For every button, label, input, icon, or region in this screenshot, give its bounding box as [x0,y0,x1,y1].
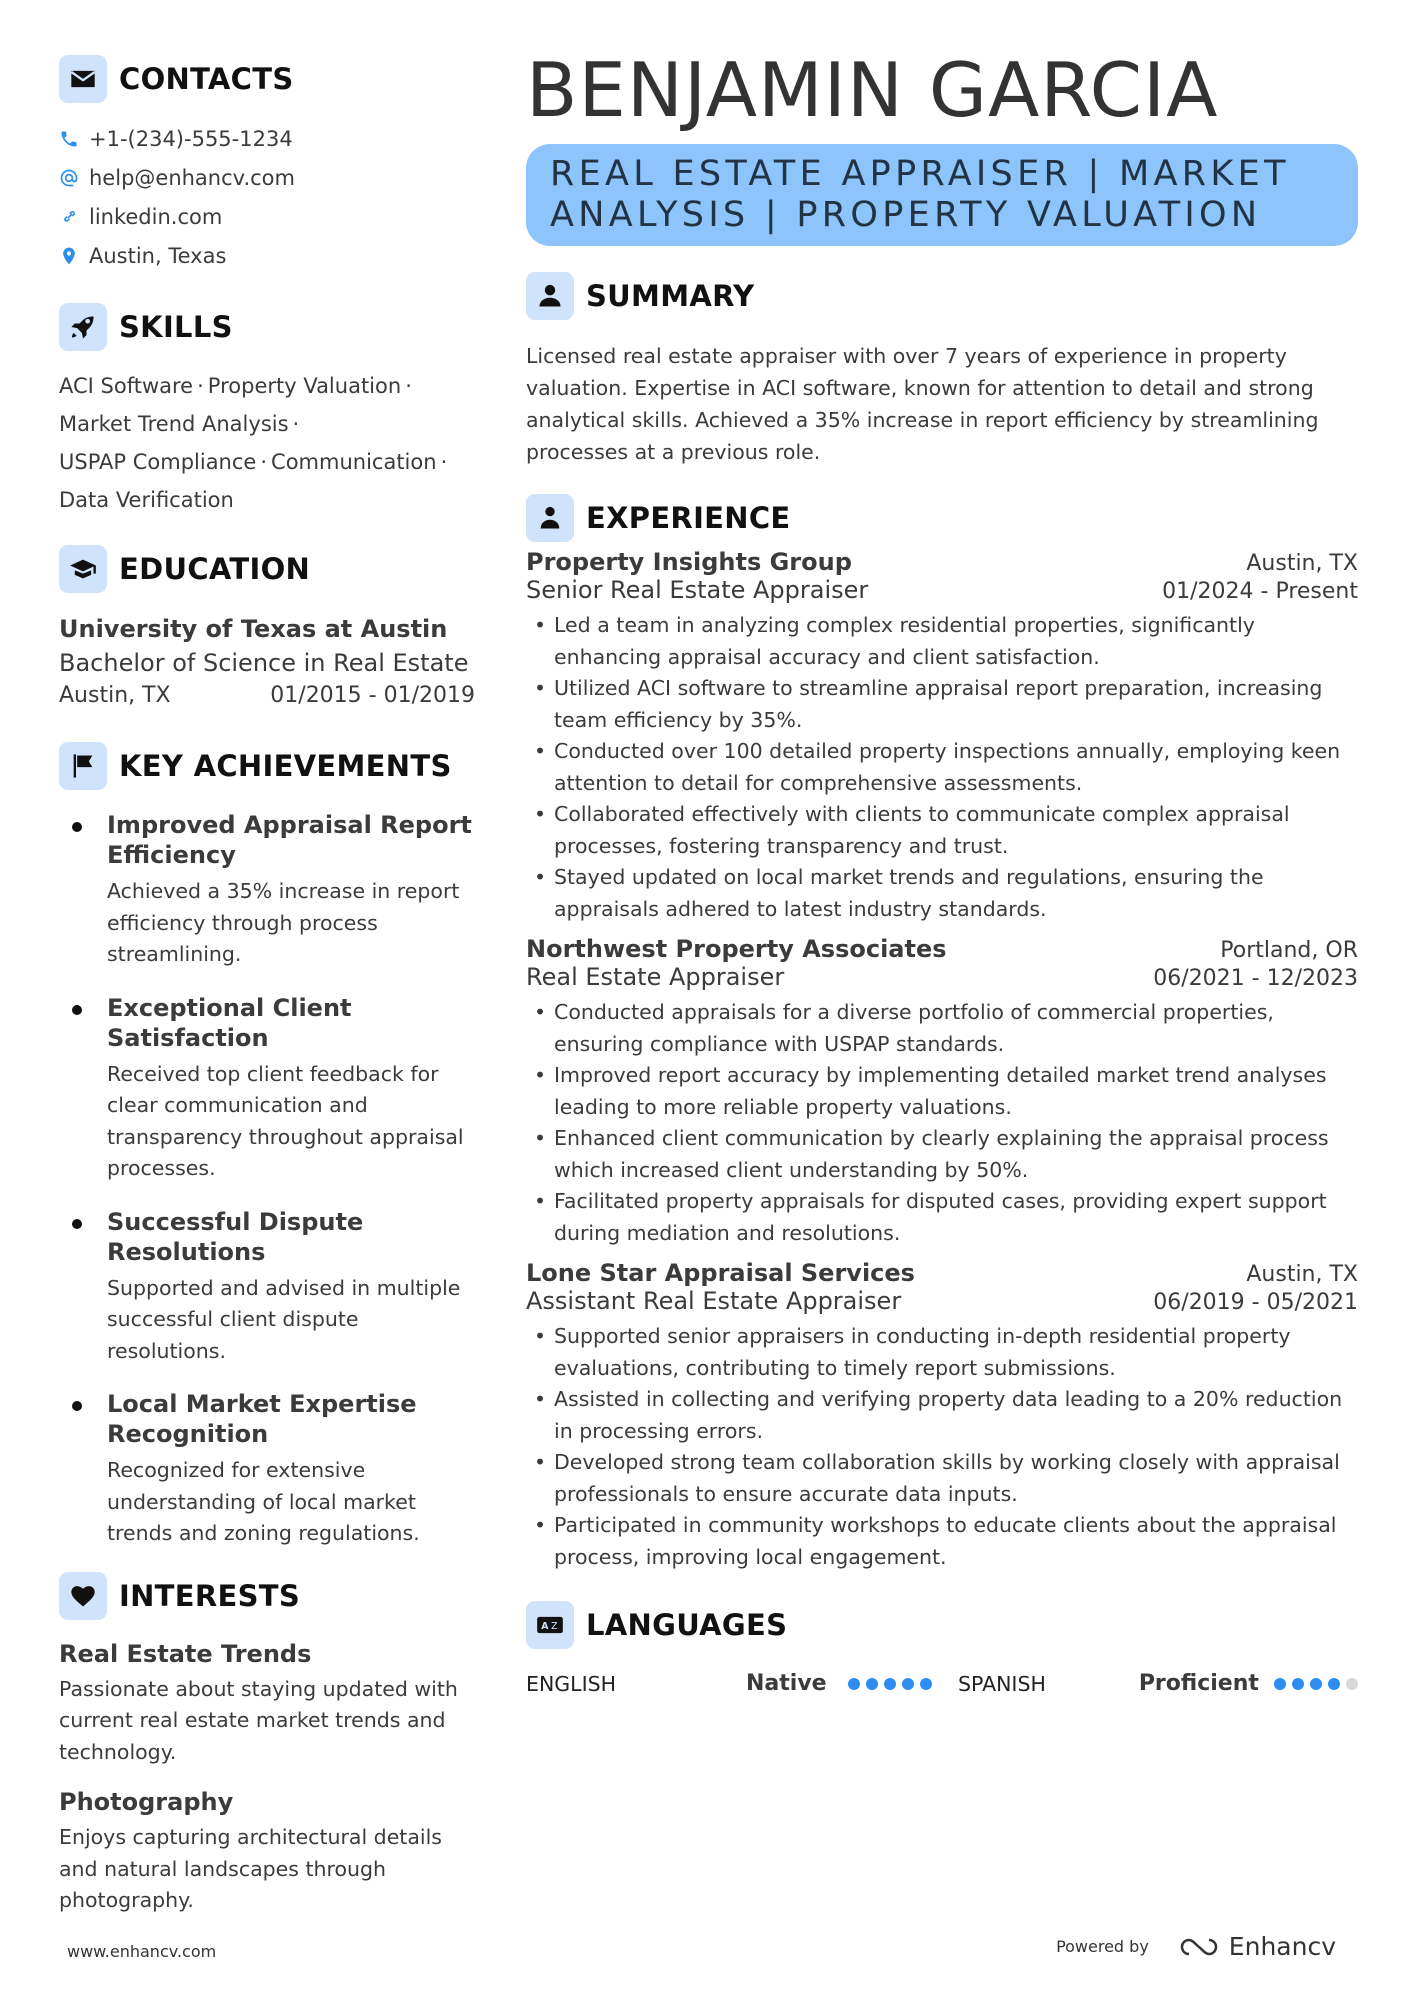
achievement-title: Successful Dispute Resolutions [107,1207,364,1266]
job-location: Austin, TX [1246,551,1358,576]
rocket-icon [59,303,107,351]
interests-title: INTERESTS [119,1578,301,1613]
rating-dot-filled [920,1678,932,1690]
education-dates: 01/2015 - 01/2019 [270,683,475,708]
left-column [59,55,475,1917]
job-bullets [526,997,1358,1249]
enhancv-logo-icon [1175,1934,1223,1960]
briefcase-user-icon [526,494,574,542]
job-company: Property Insights Group [526,548,852,576]
language-icon [526,1601,574,1649]
language-level: Proficient [1138,1671,1259,1696]
job-bullets [526,1321,1358,1573]
brand-name: Enhancv [1228,1932,1336,1961]
contact-list [59,119,475,275]
skill-item: Market Trend Analysis [59,412,289,436]
skills-list: ACI Software · Property Valuation · Market Trend Analysis · USPAP Compliance · Communication · Data Verification [59,374,448,512]
user-icon [526,272,574,320]
email-text: help@enhancv.com [89,165,295,190]
phone-icon [59,129,79,149]
rating-dot-filled [1328,1678,1340,1690]
interest-desc: Enjoys capturing architectural details and natural landscapes through photography. [59,1825,442,1912]
languages-header [526,1601,1358,1649]
job-bullet: • Participated in community workshops to educate clients about the appraisal process, improving local engagement. [526,1510,1358,1573]
job-location: Portland, OR [1220,938,1358,963]
language-rating [1274,1678,1358,1690]
flag-icon [59,742,107,790]
contact-email[interactable] [59,158,475,197]
education-section [59,545,475,708]
job-company: Lone Star Appraisal Services [526,1259,915,1287]
contact-linkedin[interactable] [59,197,475,236]
job-bullet: • Developed strong team collaboration skills by working closely with appraisal professionals to ensure accurate data inputs. [526,1447,1358,1510]
contacts-header [59,55,475,103]
language-item [958,1671,1358,1696]
summary-section [526,272,1358,468]
rating-dot-filled [1310,1678,1322,1690]
achievements-section [59,742,475,1550]
right-column [526,46,1358,1696]
job-title: Real Estate Appraiser [526,963,785,991]
contact-phone[interactable] [59,119,475,158]
job-bullet: • Improved report accuracy by implementing detailed market trend analyses leading to more reliable property valuations. [526,1060,1358,1123]
skill-item: Data Verification [59,488,234,512]
job-bullet: • Stayed updated on local market trends and regulations, ensuring the appraisals adhered to latest industry standards. [526,862,1358,925]
rating-dot-filled [902,1678,914,1690]
phone-text: +1-(234)-555-1234 [89,126,293,151]
education-meta [59,683,475,708]
language-level: Native [746,1671,827,1696]
footer-powered [1056,1932,1336,1961]
enhancv-logo[interactable] [1175,1932,1336,1961]
achievement-item [59,810,475,971]
rating-dot-filled [884,1678,896,1690]
job-bullet: • Utilized ACI software to streamline appraisal report preparation, increasing team efficiency by 35%. [526,673,1358,736]
languages-section [526,1601,1358,1696]
job-dates: 01/2024 - Present [1162,579,1358,604]
job-title: Senior Real Estate Appraiser [526,576,869,604]
job-bullet: • Conducted appraisals for a diverse portfolio of commercial properties, ensuring compliance with USPAP standards. [526,997,1358,1060]
experience-section [526,494,1358,1573]
job-bullet: • Conducted over 100 detailed property inspections annually, employing keen attention to detail for comprehensive assessments. [526,736,1358,799]
skill-item: Property Valuation [207,374,402,398]
svg-text:A: A [541,1621,549,1633]
skills-section [59,303,475,519]
link-icon [59,207,79,227]
role-banner: REAL ESTATE APPRAISER | MARKET ANALYSIS | PROPERTY VALUATION [526,144,1358,246]
interests-section [59,1572,475,1917]
contacts-section [59,55,475,275]
languages-title: LANGUAGES [586,1608,788,1642]
language-rating [848,1678,932,1690]
job-company: Northwest Property Associates [526,935,947,963]
education-degree: Bachelor of Science in Real Estate [59,649,469,677]
contacts-title: CONTACTS [119,62,294,96]
interest-item [59,1640,475,1769]
experience-title: EXPERIENCE [586,501,791,535]
envelope-icon [59,55,107,103]
job-bullet: • Facilitated property appraisals for disputed cases, providing expert support during mediation and resolutions. [526,1186,1358,1249]
language-item [526,1671,958,1696]
education-school: University of Texas at Austin [59,615,448,643]
location-pin-icon [59,246,79,266]
skills-header [59,303,475,351]
languages-list [526,1671,1358,1696]
achievement-desc: Achieved a 35% increase in report efficiency through process streamlining. [107,879,460,966]
achievement-item [59,1389,475,1550]
summary-title: SUMMARY [586,279,755,313]
interests-header [59,1572,475,1620]
interest-title: Photography [59,1788,234,1816]
achievement-title: Improved Appraisal Report Efficiency [107,811,472,869]
skill-item: Communication [271,450,437,474]
location-text: Austin, Texas [89,243,227,268]
achievement-item [59,993,475,1185]
job-entry [526,1259,1358,1573]
achievement-desc: Supported and advised in multiple successful client dispute resolutions. [107,1275,461,1363]
candidate-name: BENJAMIN GARCIA [526,46,1219,134]
achievement-item [59,1207,475,1368]
interest-desc: Passionate about staying updated with current real estate market trends and technology. [59,1676,458,1764]
job-bullet: • Led a team in analyzing complex residential properties, significantly enhancing appraisal accuracy and client satisfaction. [526,610,1358,673]
summary-header [526,272,1358,320]
at-icon [59,168,79,188]
heart-icon [59,1572,107,1620]
job-title: Assistant Real Estate Appraiser [526,1287,902,1315]
achievement-desc: Recognized for extensive understanding of local market trends and zoning regulations. [107,1458,420,1545]
contact-location [59,236,475,275]
rating-dot-filled [1274,1678,1286,1690]
achievements-title: KEY ACHIEVEMENTS [119,749,452,783]
achievement-title: Local Market Expertise Recognition [107,1390,417,1448]
education-location: Austin, TX [59,683,171,708]
job-dates: 06/2021 - 12/2023 [1153,966,1358,991]
job-location: Austin, TX [1246,1262,1358,1287]
education-title: EDUCATION [119,552,311,586]
language-name: ENGLISH [526,1671,617,1696]
skill-item: USPAP Compliance [59,450,257,474]
svg-text:Z: Z [551,1621,558,1633]
job-bullet: • Enhanced client communication by clearly explaining the appraisal process which increased client understanding by 50%. [526,1123,1358,1186]
interest-title: Real Estate Trends [59,1639,312,1668]
graduation-cap-icon [59,545,107,593]
skill-item: ACI Software [59,374,194,398]
job-bullet: • Supported senior appraisers in conducting in-depth residential property evaluations, contributing to timely report submissions. [526,1321,1358,1384]
achievement-desc: Received top client feedback for clear communication and transparency throughout appraisal processes. [107,1061,464,1180]
job-bullet: • Assisted in collecting and verifying property data leading to a 20% reduction in processing errors. [526,1384,1358,1447]
skills-title: SKILLS [119,310,233,344]
language-name: SPANISH [958,1671,1046,1696]
powered-by-label: Powered by [1056,1937,1149,1956]
education-header [59,545,475,593]
job-bullets [526,610,1358,925]
rating-dot-filled [866,1678,878,1690]
job-entry [526,548,1358,925]
rating-dot-empty [1346,1678,1358,1690]
linkedin-text: linkedin.com [89,204,223,229]
achievement-title: Exceptional Client Satisfaction [107,993,352,1052]
interest-item [59,1788,475,1917]
job-entry [526,935,1358,1249]
achievements-list [59,810,475,1550]
rating-dot-filled [848,1678,860,1690]
job-bullet: • Collaborated effectively with clients to communicate complex appraisal processes, fostering transparency and trust. [526,799,1358,862]
rating-dot-filled [1292,1678,1304,1690]
summary-text: Licensed real estate appraiser with over 7 years of experience in property valuation. Expertise in ACI software, known for attention to detail and strong analytical skills. Achieved a 35% increase in report efficiency by streamlining processes at a previous role. [526,344,1319,464]
job-dates: 06/2019 - 05/2021 [1153,1290,1358,1315]
experience-header [526,494,1358,542]
achievements-header [59,742,475,790]
footer-website[interactable]: www.enhancv.com [67,1942,217,1961]
